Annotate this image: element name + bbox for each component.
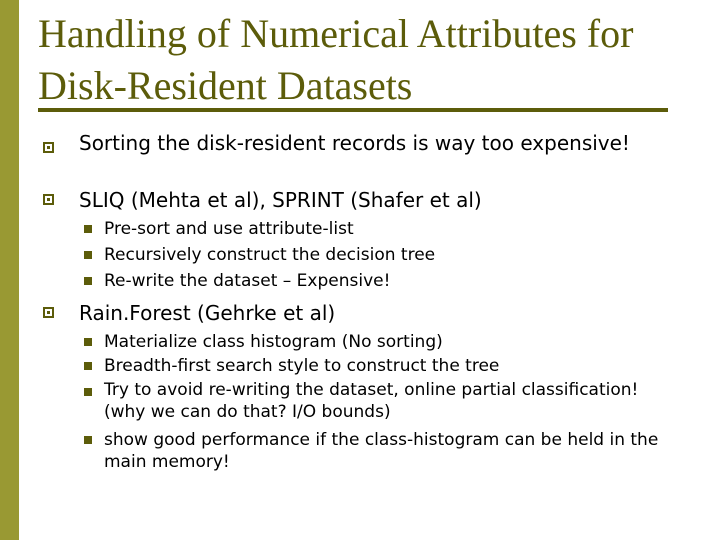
sub-bullet-avoid-rewrite: Try to avoid re-writing the dataset, online partial classification! (why we can do that? I/O bounds) — [104, 380, 639, 422]
sub-bullet-recursive: Recursively construct the decision tree — [104, 245, 436, 265]
filled-square-bullet-icon — [84, 362, 92, 370]
bullet-sorting: Sorting the disk-resident records is way too expensive! — [79, 131, 630, 155]
filled-square-bullet-icon — [84, 338, 92, 346]
square-bullet-icon — [43, 194, 54, 205]
bullet-sliq-sprint: SLIQ (Mehta et al), SPRINT (Shafer et al) — [79, 188, 482, 212]
filled-square-bullet-icon — [84, 388, 92, 396]
filled-square-bullet-icon — [84, 251, 92, 259]
sub-bullet-performance: show good performance if the class-histogram can be held in the main memory! — [104, 430, 659, 472]
square-bullet-icon — [43, 142, 54, 153]
slide-title: Handling of Numerical Attributes for Disk-Resident Datasets — [38, 11, 634, 108]
filled-square-bullet-icon — [84, 225, 92, 233]
sub-bullet-rewrite: Re-write the dataset – Expensive! — [104, 271, 391, 291]
filled-square-bullet-icon — [84, 436, 92, 444]
bullet-rainforest: Rain.Forest (Gehrke et al) — [79, 301, 336, 325]
sub-bullet-presort: Pre-sort and use attribute-list — [104, 219, 354, 239]
filled-square-bullet-icon — [84, 277, 92, 285]
square-bullet-icon — [43, 307, 54, 318]
sub-bullet-breadth-first: Breadth-first search style to construct the tree — [104, 356, 500, 376]
sub-bullet-histogram: Materialize class histogram (No sorting) — [104, 332, 443, 352]
